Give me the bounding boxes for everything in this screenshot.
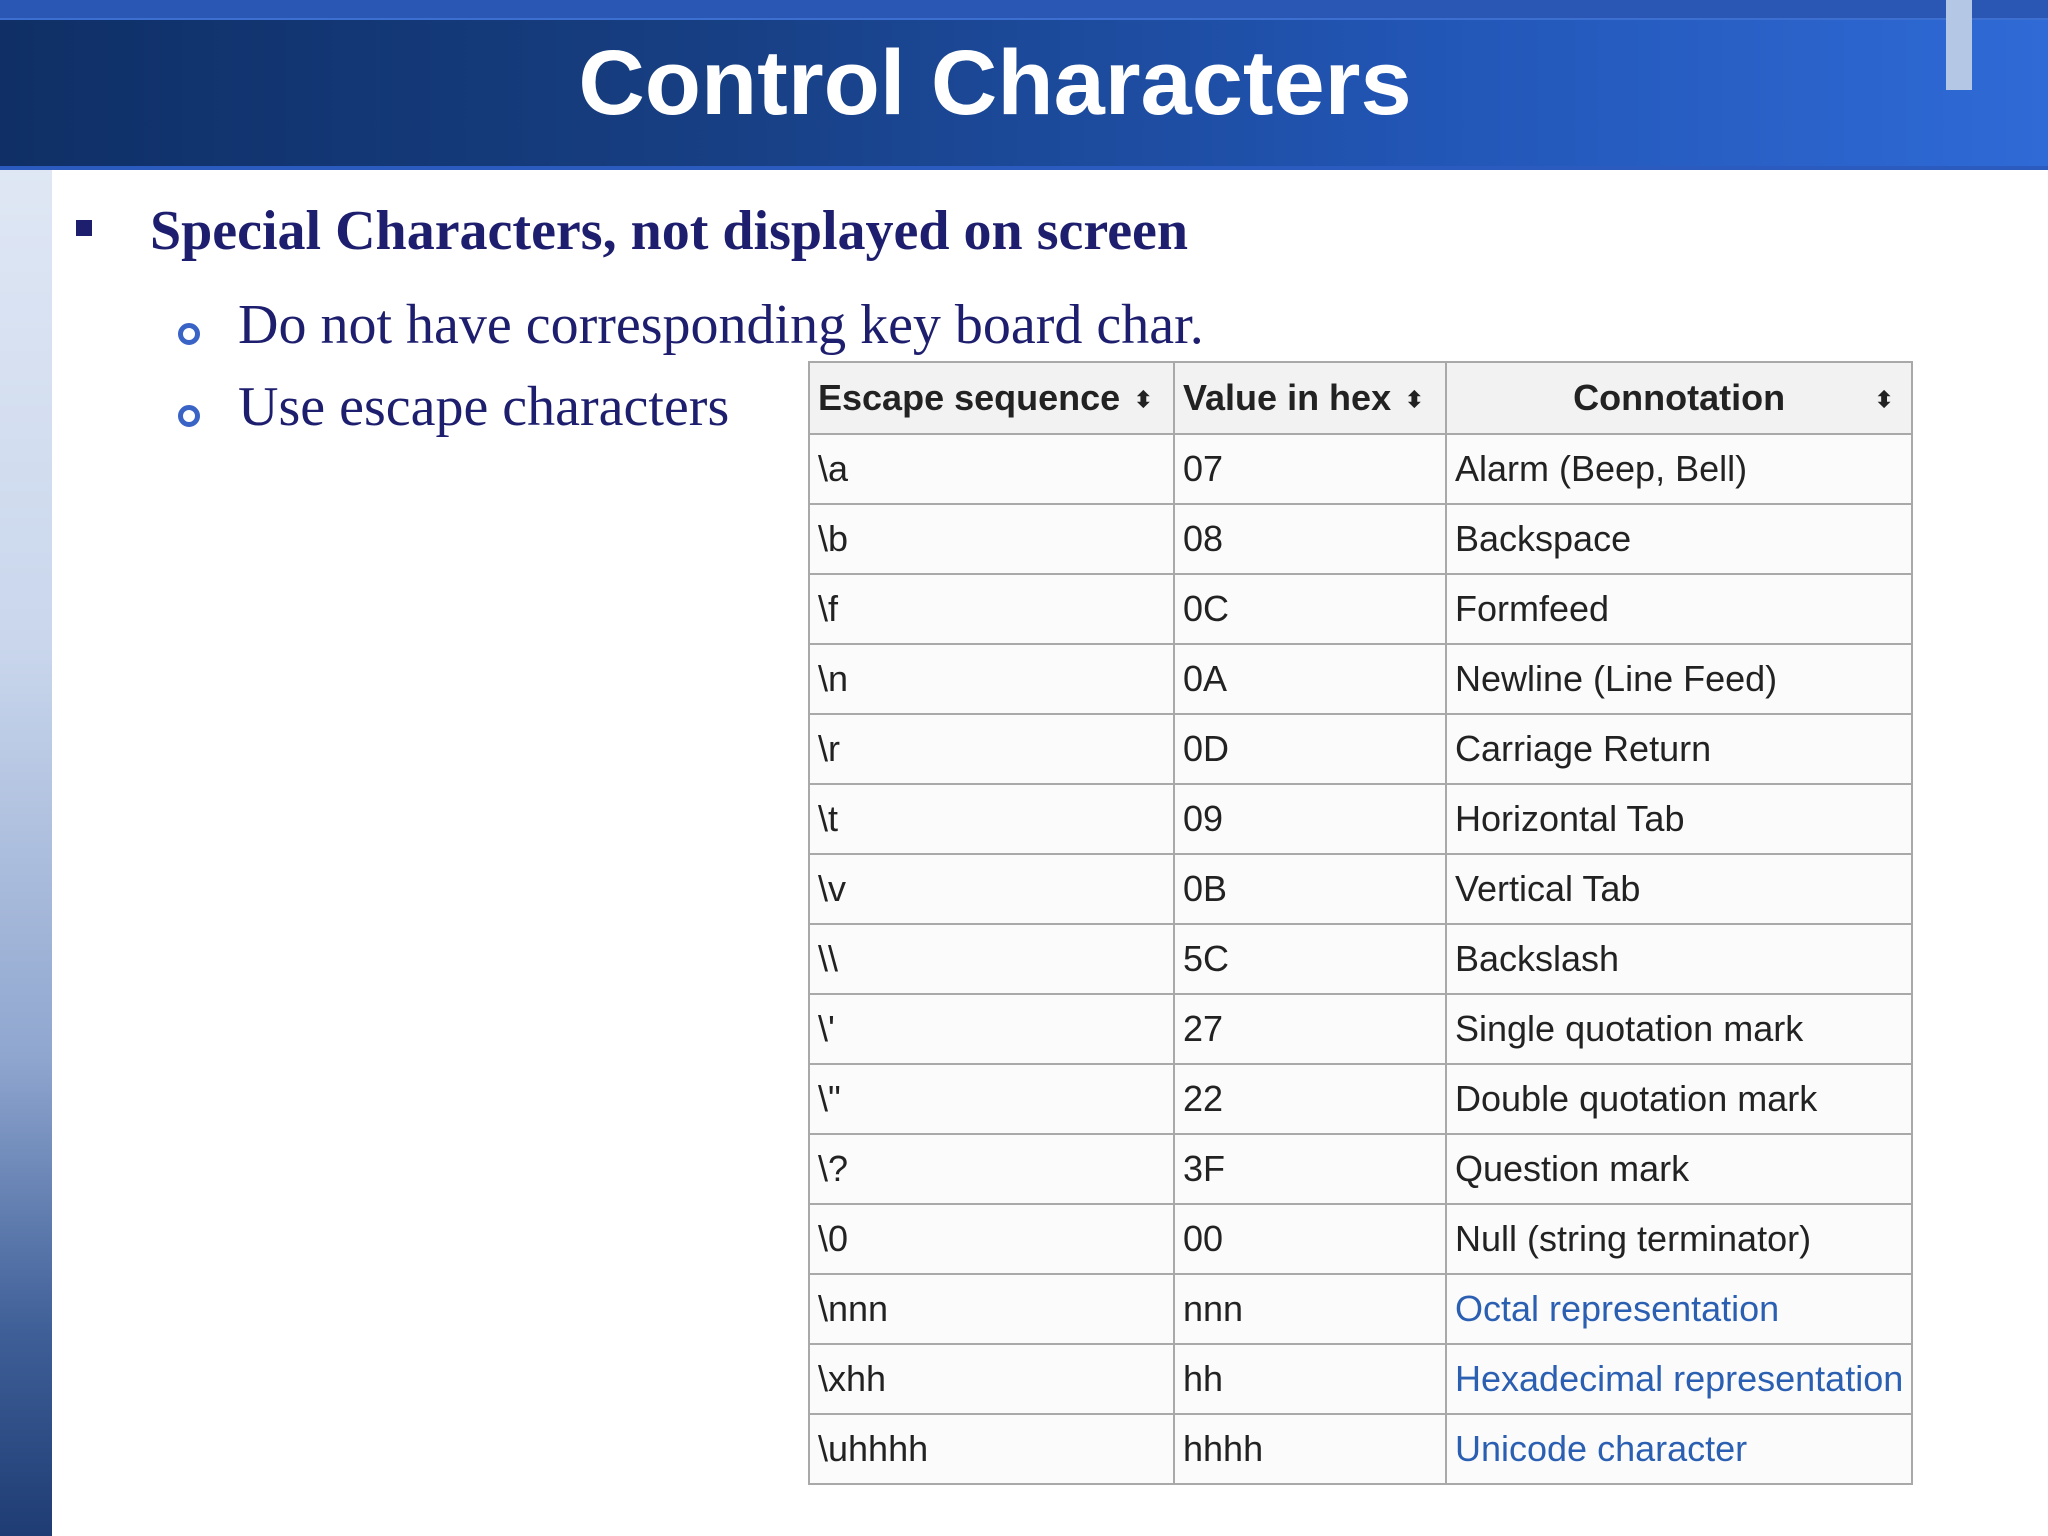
- square-bullet-icon: [76, 220, 92, 236]
- escape-cell: \t: [809, 784, 1174, 854]
- circle-bullet-icon: [178, 405, 200, 427]
- hex-value-cell: 09: [1174, 784, 1446, 854]
- escape-cell: \uhhhh: [809, 1414, 1174, 1484]
- bullet-sub-1: Do not have corresponding key board char.: [238, 294, 1204, 356]
- hex-value-cell: 22: [1174, 1064, 1446, 1134]
- connotation-cell: Horizontal Tab: [1446, 784, 1912, 854]
- hex-value-cell: hh: [1174, 1344, 1446, 1414]
- table-row: [809, 644, 1912, 714]
- table-row: [809, 1064, 1912, 1134]
- hex-value-cell: 07: [1174, 434, 1446, 504]
- escape-cell: \f: [809, 574, 1174, 644]
- header-value-in-hex[interactable]: [1174, 362, 1446, 434]
- connotation-cell: Alarm (Beep, Bell): [1446, 434, 1912, 504]
- hex-value-cell: 00: [1174, 1204, 1446, 1274]
- escape-cell: \a: [809, 434, 1174, 504]
- hex-value-cell: 0B: [1174, 854, 1446, 924]
- sort-up-down-icon[interactable]: ⬍: [1874, 387, 1894, 412]
- escape-cell: \n: [809, 644, 1174, 714]
- escape-cell: \b: [809, 504, 1174, 574]
- header-label: Connotation: [1573, 377, 1786, 418]
- header-label: Escape sequence: [818, 377, 1121, 418]
- connotation-cell: Backslash: [1446, 924, 1912, 994]
- table-body: [809, 434, 1912, 1484]
- table-row: [809, 504, 1912, 574]
- hex-value-cell: 0A: [1174, 644, 1446, 714]
- escape-cell: \': [809, 994, 1174, 1064]
- hex-value-cell: 0D: [1174, 714, 1446, 784]
- escape-cell: \xhh: [809, 1344, 1174, 1414]
- table-row: [809, 1134, 1912, 1204]
- hex-value-cell: 3F: [1174, 1134, 1446, 1204]
- connotation-cell: Single quotation mark: [1446, 994, 1912, 1064]
- connotation-cell: Double quotation mark: [1446, 1064, 1912, 1134]
- connotation-cell: Question mark: [1446, 1134, 1912, 1204]
- table-row: [809, 714, 1912, 784]
- hex-value-cell: hhhh: [1174, 1414, 1446, 1484]
- table-row: [809, 1344, 1912, 1414]
- hex-value-cell: 08: [1174, 504, 1446, 574]
- slide-title: Control Characters: [578, 32, 1412, 134]
- left-decorative-strip: [0, 170, 52, 1536]
- table-row: [809, 434, 1912, 504]
- bullet-main: Special Characters, not displayed on screen: [150, 200, 1189, 262]
- header-label: Value in hex: [1183, 377, 1392, 418]
- header-escape-sequence[interactable]: [809, 362, 1174, 434]
- table-row: [809, 994, 1912, 1064]
- escape-cell: \": [809, 1064, 1174, 1134]
- header-connotation[interactable]: [1446, 362, 1912, 434]
- table-row: [809, 1204, 1912, 1274]
- hex-value-cell: 0C: [1174, 574, 1446, 644]
- hex-value-cell: 27: [1174, 994, 1446, 1064]
- escape-cell: \r: [809, 714, 1174, 784]
- connotation-cell: Carriage Return: [1446, 714, 1912, 784]
- connotation-cell: Vertical Tab: [1446, 854, 1912, 924]
- escape-cell: \v: [809, 854, 1174, 924]
- table-row: [809, 924, 1912, 994]
- connotation-cell: Formfeed: [1446, 574, 1912, 644]
- escape-cell: \nnn: [809, 1274, 1174, 1344]
- table-row: [809, 1274, 1912, 1344]
- table-row: [809, 1414, 1912, 1484]
- hex-value-cell: nnn: [1174, 1274, 1446, 1344]
- connotation-cell[interactable]: Octal representation: [1446, 1274, 1912, 1344]
- connotation-cell: Backspace: [1446, 504, 1912, 574]
- bullet-sub-2: Use escape characters: [238, 376, 730, 438]
- escape-sequence-table: [808, 361, 1913, 1485]
- sort-up-down-icon[interactable]: ⬍: [1405, 387, 1424, 413]
- connotation-cell[interactable]: Hexadecimal representation: [1446, 1344, 1912, 1414]
- connotation-cell: Newline (Line Feed): [1446, 644, 1912, 714]
- escape-cell: \\: [809, 924, 1174, 994]
- connotation-cell: Null (string terminator): [1446, 1204, 1912, 1274]
- table-row: [809, 784, 1912, 854]
- circle-bullet-icon: [178, 323, 200, 345]
- hex-value-cell: 5C: [1174, 924, 1446, 994]
- table-header-row: [809, 362, 1912, 434]
- escape-cell: \?: [809, 1134, 1174, 1204]
- escape-cell: \0: [809, 1204, 1174, 1274]
- sort-up-down-icon[interactable]: ⬍: [1134, 387, 1153, 413]
- table-row: [809, 854, 1912, 924]
- table-row: [809, 574, 1912, 644]
- connotation-cell[interactable]: Unicode character: [1446, 1414, 1912, 1484]
